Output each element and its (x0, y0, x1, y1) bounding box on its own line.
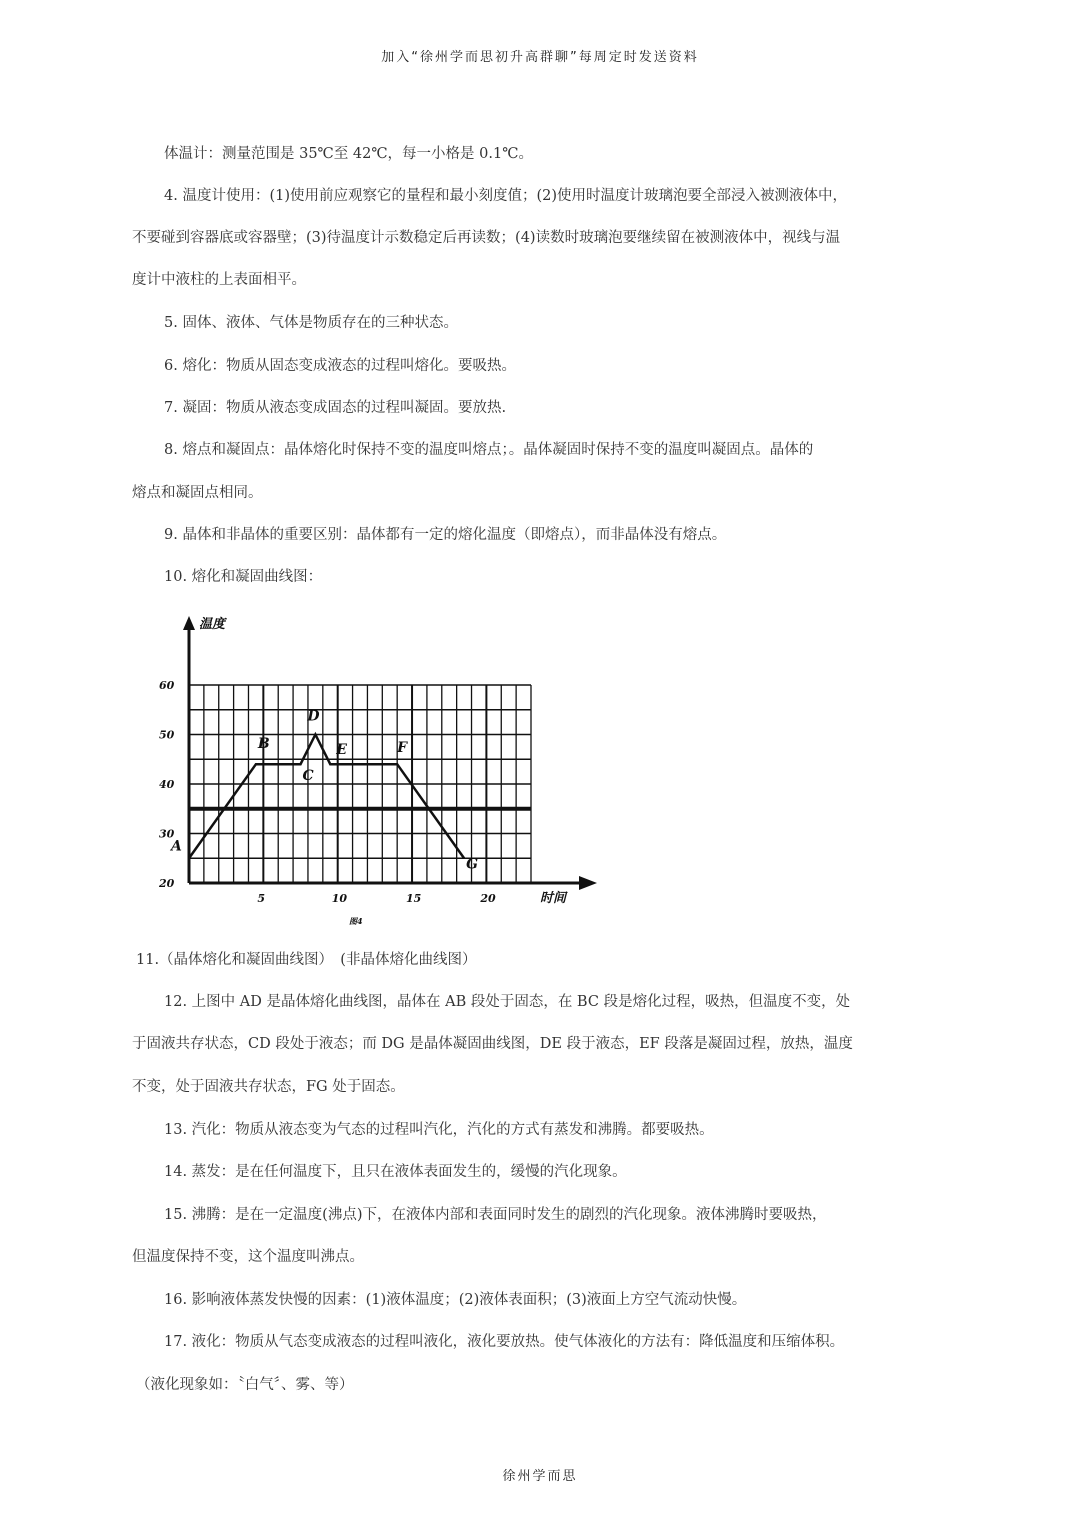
text-line: 于固液共存状态，CD 段处于液态；而 DG 是晶体凝固曲线图，DE 段于液态，EF 段落是凝固过程，放热，温度 (132, 1036, 853, 1052)
text-line: 9. 晶体和非晶体的重要区别：晶体都有一定的熔化温度（即熔点），而非晶体没有熔点。 (164, 527, 727, 543)
x-tick-label: 10 (331, 892, 348, 905)
text-line: 16. 影响液体蒸发快慢的因素：(1)液体温度；(2)液体表面积；(3)液面上方空气流动快慢。 (164, 1292, 747, 1308)
text-line: 13. 汽化：物质从液态变为气态的过程叫汽化，汽化的方式有蒸发和沸腾。都要吸热。 (164, 1122, 714, 1138)
text-line: 8. 熔点和凝固点：晶体熔化时保持不变的温度叫熔点；。晶体凝固时保持不变的温度叫凝固点。晶体的 (164, 442, 814, 458)
x-tick-label: 5 (257, 892, 266, 905)
text-line: 不变，处于固液共存状态，FG 处于固态。 (132, 1079, 405, 1095)
point-label: B (257, 736, 270, 753)
text-line: （液化现象如：〝白气〞、雾、等） (136, 1377, 354, 1393)
text-line: 体温计：测量范围是 35℃至 42℃，每一小格是 0.1℃。 (164, 146, 533, 162)
text-line: 6. 熔化：物质从固态变成液态的过程叫熔化。要吸热。 (164, 358, 516, 374)
text-line: 12. 上图中 AD 是晶体熔化曲线图，晶体在 AB 段处于固态，在 BC 段是熔化过程，吸热，但温度不变，处 (164, 994, 851, 1010)
y-tick-label: 50 (159, 728, 175, 742)
text-line: 但温度保持不变，这个温度叫沸点。 (132, 1249, 364, 1265)
x-tick-label: 15 (406, 892, 422, 905)
y-tick-label: 40 (159, 778, 175, 791)
chart-caption: 图4 (349, 916, 363, 926)
text-line: 5. 固体、液体、气体是物质存在的三种状态。 (164, 315, 458, 331)
text-line: 17. 液化：物质从气态变成液态的过程叫液化，液化要放热。使气体液化的方法有：降低温度和压缩体积。 (164, 1334, 845, 1350)
point-label: A (171, 838, 182, 855)
chart-axes (183, 616, 597, 890)
point-label: C (302, 768, 314, 785)
x-axis-arrow (579, 876, 597, 890)
text-line: 10. 熔化和凝固曲线图： (164, 569, 323, 585)
text-line: 15. 沸腾：是在一定温度(沸点)下，在液体内部和表面同时发生的剧烈的汽化现象。液体沸腾时要吸热， (164, 1207, 827, 1223)
text-line: 不要碰到容器底或容器壁；(3)待温度计示数稳定后再读数；(4)读数时玻璃泡要继续留在被测液体中，视线与温 (132, 230, 841, 246)
tick-labels (158, 679, 496, 905)
melting-curve-chart (155, 610, 600, 930)
point-label: E (336, 742, 347, 759)
y-tick-label: 20 (159, 877, 175, 890)
point-label: G (466, 856, 479, 873)
y-tick-label: 30 (159, 827, 175, 841)
page-header: 加入“徐州学而思初升高群聊”每周定时发送资料 (381, 50, 699, 65)
y-tick-label: 60 (159, 679, 175, 692)
x-axis-label: 时间 (540, 891, 567, 906)
curve-line (189, 735, 464, 859)
x-tick-label: 20 (480, 892, 496, 905)
page-footer: 徐州学而思 (502, 1469, 578, 1484)
text-line: 11.（晶体熔化和凝固曲线图） (非晶体熔化曲线图） (136, 952, 477, 968)
point-labels (169, 709, 478, 873)
text-line: 7. 凝固：物质从液态变成固态的过程叫凝固。要放热. (164, 400, 507, 416)
y-axis-label: 温度 (199, 617, 226, 632)
text-line: 度计中液柱的上表面相平。 (132, 272, 306, 288)
point-label: D (307, 708, 320, 725)
text-line: 4. 温度计使用：(1)使用前应观察它的量程和最小刻度值；(2)使用时温度计玻璃泡要全部浸入被测液体中， (164, 188, 848, 204)
text-line: 熔点和凝固点相同。 (132, 485, 263, 501)
text-line: 14. 蒸发：是在任何温度下，且只在液体表面发生的，缓慢的汽化现象。 (164, 1164, 627, 1180)
y-axis-arrow (183, 616, 195, 630)
point-label: F (397, 740, 408, 757)
